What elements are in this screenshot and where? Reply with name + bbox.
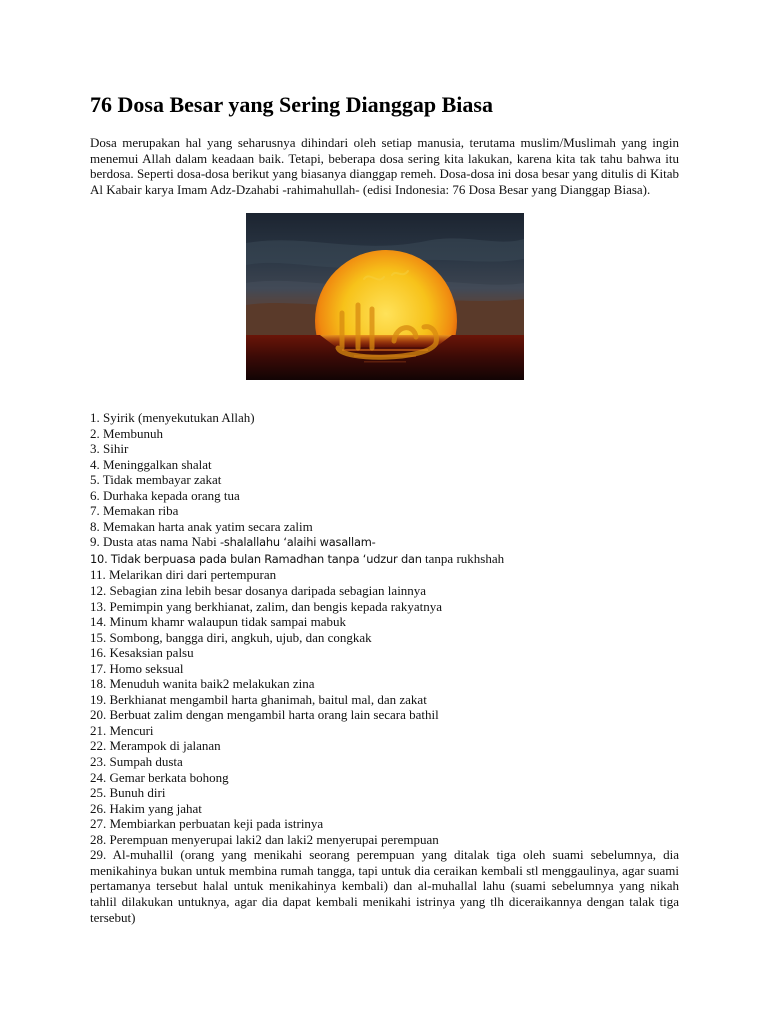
list-item: 8. Memakan harta anak yatim secara zalim	[90, 518, 313, 534]
list-item-text: 10. Tidak berpuasa pada bulan Ramadhan tanpa ‘udzur dan	[90, 551, 422, 566]
list-item-tail: tanpa rukhshah	[421, 550, 505, 566]
list-item: 15. Sombong, bangga diri, angkuh, ujub, dan congkak	[90, 629, 372, 645]
list-item: 5. Tidak membayar zakat	[90, 472, 222, 488]
list-item: 19. Berkhianat mengambil harta ghanimah, baitul mal, dan zakat	[90, 691, 427, 707]
list-item: 18. Menuduh wanita baik2 melakukan zina	[90, 676, 315, 692]
list-item: 6. Durhaka kepada orang tua	[90, 487, 240, 503]
list-item: 24. Gemar berkata bohong	[90, 769, 229, 785]
list-item: 22. Merampok di jalanan	[90, 738, 221, 754]
list-item: 14. Minum khamr walaupun tidak sampai mabuk	[90, 614, 346, 630]
list-item	[90, 551, 679, 568]
intro-paragraph: Dosa merupakan hal yang seharusnya dihindari oleh setiap manusia, terutama muslim/Muslimah yang ingin menemui Allah dalam keadaan baik. Tetapi, beberapa dosa sering kita lakukan, karena kita tak tahu bahwa itu berdosa. Seperti dosa-dosa berikut yang biasanya dianggap remeh. Dosa-dosa ini dosa besar yang ditulis di Kitab Al Kabair karya Imam Adz-Dzahabi -rahimahullah- (edisi Indonesia: 76 Dosa Besar yang Dianggap Biasa).	[90, 135, 679, 197]
list-item: 2. Membunuh	[90, 425, 163, 441]
list-item: 23. Sumpah dusta	[90, 754, 183, 770]
sunset-calligraphy-image	[246, 213, 524, 380]
list-item: 16. Kesaksian palsu	[90, 645, 194, 661]
sins-list	[90, 410, 679, 925]
page-title: 76 Dosa Besar yang Sering Dianggap Biasa	[90, 92, 493, 117]
list-item: 25. Bunuh diri	[90, 785, 166, 801]
list-item: 12. Sebagian zina lebih besar dosanya daripada sebagian lainnya	[90, 583, 427, 599]
list-item: 7. Memakan riba	[90, 503, 179, 519]
list-item: 27. Membiarkan perbuatan keji pada istrinya	[90, 816, 324, 832]
list-item-text: 9. Dusta atas nama Nabi	[90, 534, 220, 550]
list-item: 13. Pemimpin yang berkhianat, zalim, dan bengis kepada rakyatnya	[90, 598, 442, 614]
list-item: 29. Al-muhallil (orang yang menikahi seorang perempuan yang ditalak tiga oleh suami sebelumnya, dia menikahinya bukan untuk membina rumah tangga, tapi untuk dia ceraikan kembali stl menggaulinya, agar suami pertamanya tersebut halal untuk menikahinya kembali) dan al-muhallal lahu (suami sebelumnya yang nikah tahlil dilakukan untuknya, agar dia dapat kembali menikahi istrinya yang tlh diceraikannya dengan talak tiga tersebut)	[90, 847, 679, 925]
list-item: 4. Meninggalkan shalat	[90, 456, 212, 472]
list-item: 28. Perempuan menyerupai laki2 dan laki2 menyerupai perempuan	[90, 831, 439, 847]
list-item: 11. Melarikan diri dari pertempuran	[90, 567, 277, 583]
list-item: 26. Hakim yang jahat	[90, 800, 202, 816]
list-item: 1. Syirik (menyekutukan Allah)	[90, 410, 255, 425]
list-item: 21. Mencuri	[90, 722, 154, 738]
list-item	[90, 534, 679, 551]
list-item: 20. Berbuat zalim dengan mengambil harta orang lain secara bathil	[90, 707, 439, 723]
list-item: 3. Sihir	[90, 441, 129, 457]
list-item: 17. Homo seksual	[90, 660, 184, 676]
list-item-honorific: -shalallahu ‘alaihi wasallam-	[219, 535, 376, 550]
